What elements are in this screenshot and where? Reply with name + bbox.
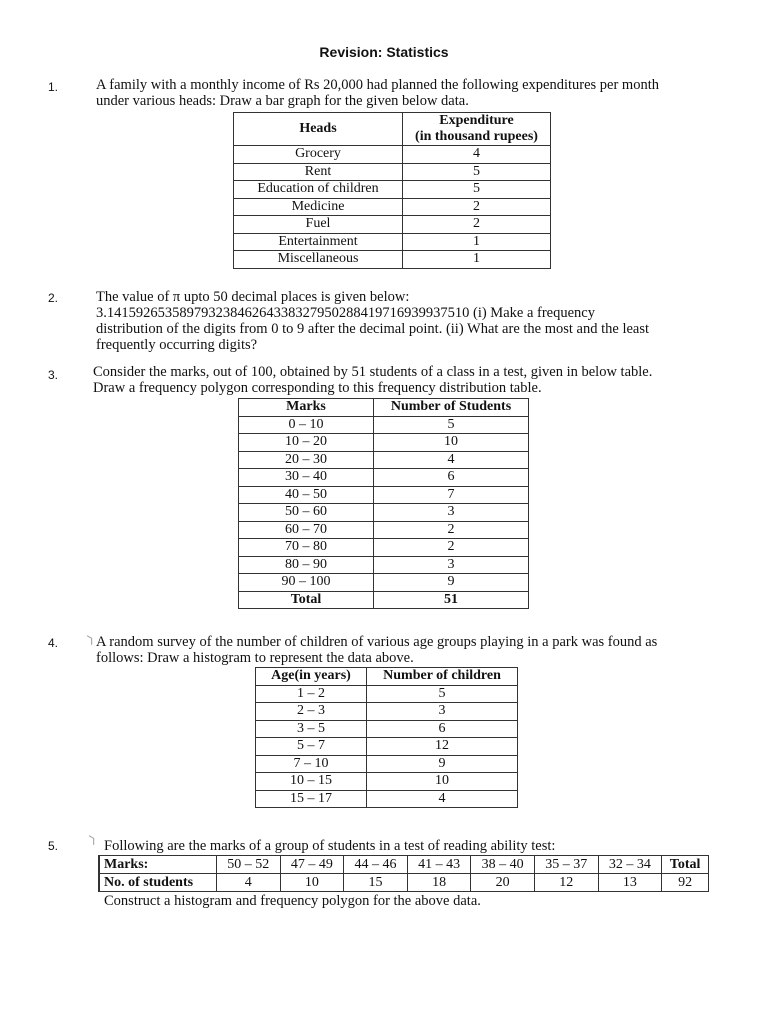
table-row (234, 198, 551, 216)
table-header-row (234, 113, 551, 146)
table-cell: 80 – 90 (239, 556, 374, 574)
table-cell: 6 (367, 720, 518, 738)
table-row (234, 163, 551, 181)
question-1-text (96, 77, 659, 109)
table-cell: 32 – 34 (598, 856, 662, 874)
table-cell: 6 (374, 469, 529, 487)
table-cell: 20 (471, 874, 535, 892)
table-cell: 30 – 40 (239, 469, 374, 487)
table-cell: 92 (662, 874, 709, 892)
table-cell: 13 (598, 874, 662, 892)
question-text-line: 3.14159265358979323846264338327950288419716939937510 (i) Make a frequency (96, 305, 595, 321)
table-row (234, 233, 551, 251)
table-cell: 38 – 40 (471, 856, 535, 874)
age-groups-table (255, 667, 518, 808)
question-5-text (104, 838, 555, 854)
table-cell: 9 (367, 755, 518, 773)
table-cell: 10 – 15 (256, 773, 367, 791)
table-cell: 3 (374, 504, 529, 522)
table-cell: 7 (374, 486, 529, 504)
table-cell: 3 (374, 556, 529, 574)
table-cell: 70 – 80 (239, 539, 374, 557)
table-header-cell: Marks (239, 399, 374, 417)
question-text-line: Construct a histogram and frequency polygon for the above data. (104, 893, 481, 909)
table-row (239, 539, 529, 557)
table-header-cell (403, 113, 551, 146)
question-number: 5. (48, 839, 59, 853)
hook-mark-icon: ⸃ (84, 632, 96, 657)
table-row (256, 773, 518, 791)
table-cell: 5 (367, 685, 518, 703)
question-5-followup (104, 893, 481, 909)
table-header-cell: Number of children (367, 668, 518, 686)
question-text-line: frequently occurring digits? (96, 337, 258, 353)
table-cell: 10 (280, 874, 344, 892)
table-cell: 5 (403, 163, 551, 181)
table-row (256, 703, 518, 721)
table-cell: 41 – 43 (407, 856, 471, 874)
table-cell: 18 (407, 874, 471, 892)
header-line: (in thousand rupees) (415, 129, 538, 144)
question-text-line: Following are the marks of a group of students in a test of reading ability test: (104, 838, 556, 854)
table-cell: 4 (367, 790, 518, 808)
table-row (99, 856, 709, 874)
table-cell: 4 (403, 146, 551, 164)
table-cell: 1 (403, 251, 551, 269)
table-cell: 10 – 20 (239, 434, 374, 452)
table-cell: 50 – 60 (239, 504, 374, 522)
question-4-text (96, 634, 657, 666)
table-cell: 35 – 37 (534, 856, 598, 874)
question-3-text (93, 364, 652, 396)
table-cell: 4 (217, 874, 281, 892)
table-cell: 9 (374, 574, 529, 592)
table-cell: 3 – 5 (256, 720, 367, 738)
table-cell: 12 (367, 738, 518, 756)
table-row (239, 556, 529, 574)
table-cell: 2 (403, 216, 551, 234)
question-number: 3. (48, 368, 59, 382)
table-cell: 15 (344, 874, 408, 892)
table-cell: 0 – 10 (239, 416, 374, 434)
table-cell: 1 (403, 233, 551, 251)
table-cell: Total (239, 591, 374, 609)
table-row (239, 434, 529, 452)
question-text-line: Consider the marks, out of 100, obtained by 51 students of a class in a test, given in below table. (93, 364, 653, 380)
table-cell: 15 – 17 (256, 790, 367, 808)
table-cell: Rent (234, 163, 403, 181)
header-line: Expenditure (439, 113, 514, 128)
table-row (239, 574, 529, 592)
table-header-cell: Age(in years) (256, 668, 367, 686)
table-cell: 12 (534, 874, 598, 892)
question-2-text (96, 289, 649, 353)
table-cell: 10 (374, 434, 529, 452)
table-cell: 2 (374, 539, 529, 557)
table-cell: Fuel (234, 216, 403, 234)
table-row (256, 790, 518, 808)
row-label-cell: Marks: (99, 856, 217, 874)
table-cell: Total (662, 856, 709, 874)
table-row (234, 251, 551, 269)
reading-marks-table (98, 855, 709, 892)
table-row (256, 720, 518, 738)
question-number: 4. (48, 636, 59, 650)
table-row (256, 755, 518, 773)
table-header-row (239, 399, 529, 417)
table-row (239, 486, 529, 504)
table-cell: Medicine (234, 198, 403, 216)
table-cell: Education of children (234, 181, 403, 199)
table-header-cell: Heads (234, 113, 403, 146)
question-text-line: under various heads: Draw a bar graph for the given below data. (96, 93, 469, 109)
table-row (234, 216, 551, 234)
table-row (256, 738, 518, 756)
table-cell: 1 – 2 (256, 685, 367, 703)
table-cell: 2 – 3 (256, 703, 367, 721)
table-cell: Grocery (234, 146, 403, 164)
question-text-line: A family with a monthly income of Rs 20,000 had planned the following expenditures per month (96, 77, 659, 93)
table-cell: Miscellaneous (234, 251, 403, 269)
table-cell: 5 (374, 416, 529, 434)
table-cell: 20 – 30 (239, 451, 374, 469)
table-cell: 4 (374, 451, 529, 469)
table-cell: 60 – 70 (239, 521, 374, 539)
question-number: 1. (48, 80, 59, 94)
question-text-line: A random survey of the number of children of various age groups playing in a park was found as (96, 634, 658, 650)
question-text-line: The value of π upto 50 decimal places is given below: (96, 289, 410, 305)
table-cell: 40 – 50 (239, 486, 374, 504)
table-cell: 2 (374, 521, 529, 539)
table-cell: 90 – 100 (239, 574, 374, 592)
question-text-line: distribution of the digits from 0 to 9 after the decimal point. (ii) What are the most and the least (96, 321, 650, 337)
table-row (256, 685, 518, 703)
table-cell: 47 – 49 (280, 856, 344, 874)
table-row (239, 504, 529, 522)
question-text-line: Draw a frequency polygon corresponding to this frequency distribution table. (93, 380, 542, 396)
table-row (239, 521, 529, 539)
table-cell: 5 (403, 181, 551, 199)
table-row (99, 874, 709, 892)
expenditure-table (233, 112, 551, 269)
table-header-row (256, 668, 518, 686)
table-cell: 7 – 10 (256, 755, 367, 773)
table-cell: 3 (367, 703, 518, 721)
table-row (239, 451, 529, 469)
table-row (239, 469, 529, 487)
table-cell: 50 – 52 (217, 856, 281, 874)
question-number: 2. (48, 291, 59, 305)
marks-frequency-table (238, 398, 529, 609)
table-cell: 44 – 46 (344, 856, 408, 874)
table-row (234, 146, 551, 164)
question-text-line: follows: Draw a histogram to represent the data above. (96, 650, 414, 666)
table-cell: Entertainment (234, 233, 403, 251)
page-title: Revision: Statistics (319, 44, 449, 60)
table-cell: 5 – 7 (256, 738, 367, 756)
hook-mark-icon: ⸃ (86, 832, 98, 857)
table-header-cell: Number of Students (374, 399, 529, 417)
table-total-row (239, 591, 529, 609)
table-row (239, 416, 529, 434)
table-cell: 51 (374, 591, 529, 609)
table-cell: 10 (367, 773, 518, 791)
row-label-cell: No. of students (99, 874, 217, 892)
table-cell: 2 (403, 198, 551, 216)
table-row (234, 181, 551, 199)
